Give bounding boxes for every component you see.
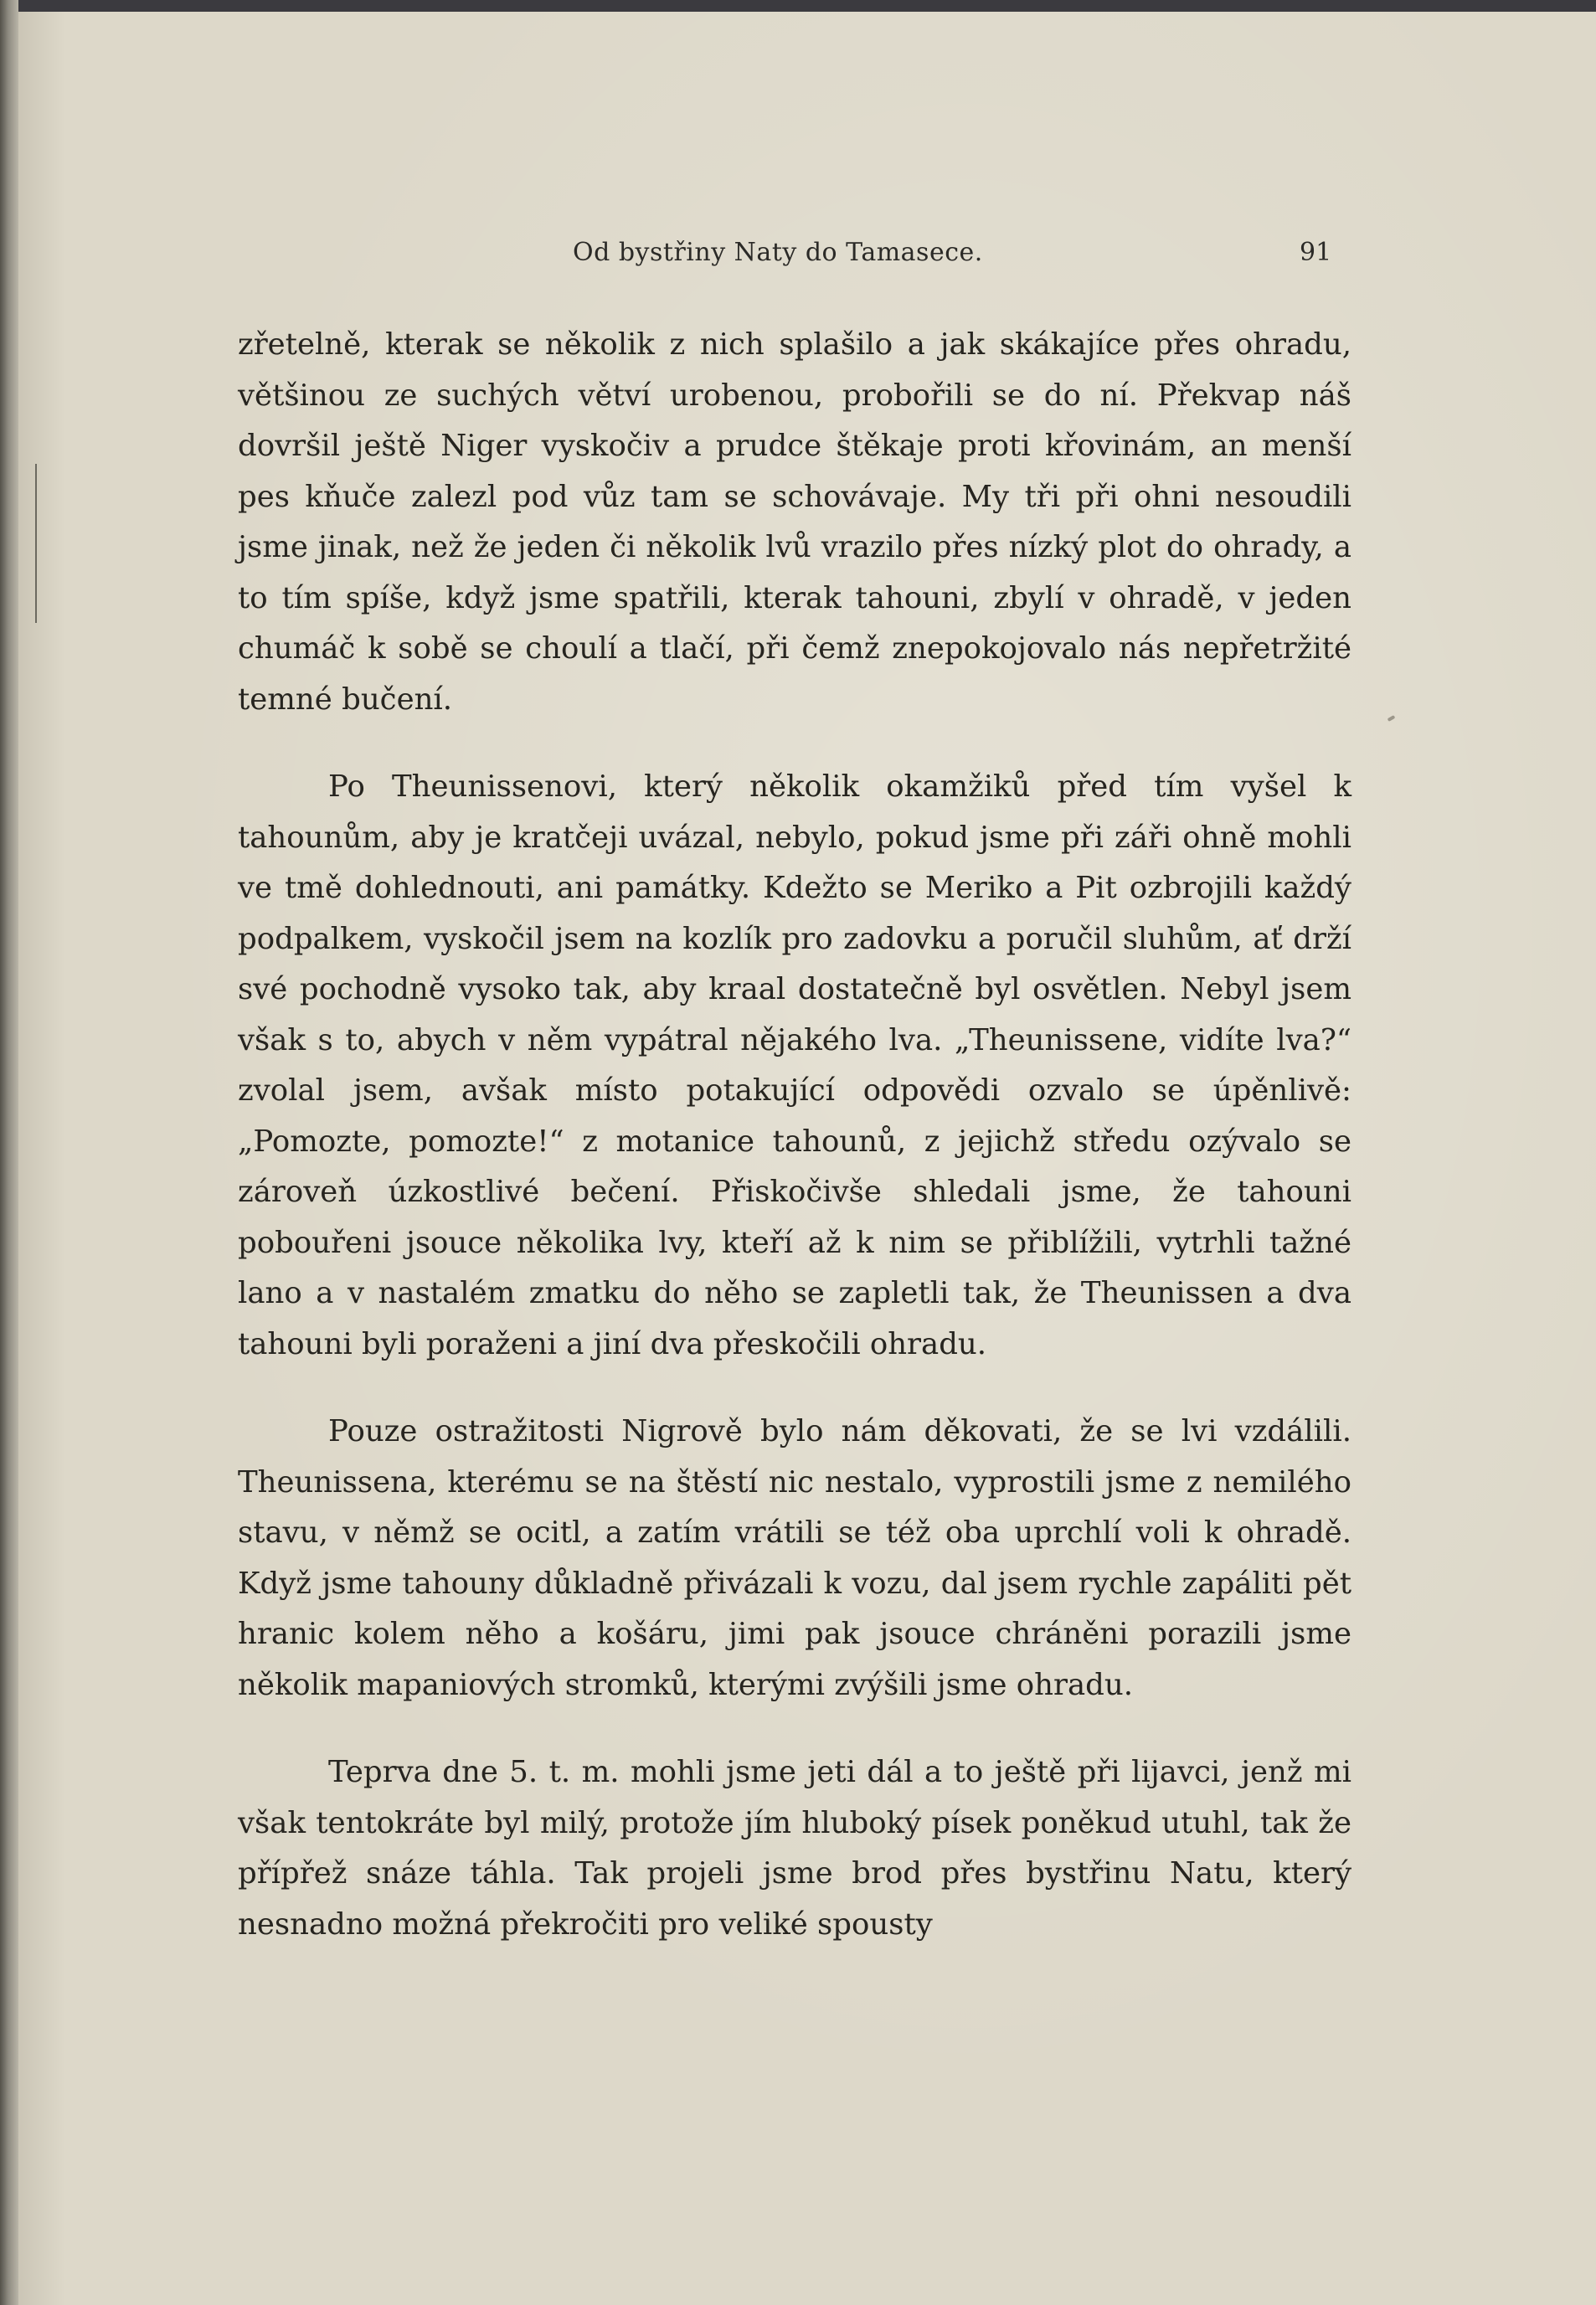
body-text xyxy=(238,320,1351,1987)
running-title: Od bystřiny Naty do Tamasece. xyxy=(573,238,983,267)
page-header xyxy=(18,238,1596,276)
scan-top-band xyxy=(0,0,1596,12)
gutter-mark xyxy=(35,464,37,623)
paper-speck xyxy=(1387,715,1396,722)
book-spine-edge xyxy=(0,0,18,2305)
paragraph: Pouze ostražitosti Nigrově bylo nám děkovati, že se lvi vzdálili. Theunissena, kterému se na štěstí nic nestalo, vyprostili jsme z nemilého stavu, v němž se ocitl, a zatím vrátili se též oba uprchlí voli k ohradě. Když jsme tahouny důkladně přivázali k vozu, dal jsem rychle zapáliti pět hranic kolem něho a košáru, jimi pak jsouce chráněni porazili jsme několik mapaniových stromků, kterými zvýšili jsme ohradu. xyxy=(238,1414,1351,1702)
page-number: 91 xyxy=(1300,238,1332,267)
paragraph: Po Theunissenovi, který několik okamžiků před tím vyšel k tahounům, aby je kratčeji uvázal, nebylo, pokud jsme při záři ohně mohli ve tmě dohlednouti, ani památky. Kdežto se Meriko a Pit ozbrojili každý podpalkem, vyskočil jsem na kozlík pro zadovku a poručil sluhům, ať drží své pochodně vysoko tak, aby kraal dostatečně byl osvětlen. Nebyl jsem však s to, abych v něm vypátral nějakého lva. „Theunissene, vidíte lva?“ zvolal jsem, avšak místo potakující odpovědi ozvalo se úpěnlivě: „Pomozte, pomozte!“ z motanice tahounů, z jejichž středu ozývalo se zároveň úzkostlivé bečení. Přiskočivše shledali jsme, že tahouni pobouřeni jsouce několika lvy, kteří až k nim se přiblížili, vytrhli tažné lano a v nastalém zmatku do něho se zapletli tak, že Theunissen a dva tahouni byli poraženi a jiní dva přeskočili ohradu. xyxy=(238,769,1351,1361)
paragraph: Teprva dne 5. t. m. mohli jsme jeti dál a to ještě při lijavci, jenž mi však tentokráte byl milý, protože jím hluboký písek poněkud utuhl, tak že přípřež snáze táhla. Tak projeli jsme brod přes bystřinu Natu, který nesnadno možná překročiti pro veliké spousty xyxy=(238,1755,1351,1942)
book-page xyxy=(18,12,1596,2305)
paragraph-continued: zřetelně, kterak se několik z nich splašilo a jak skákajíce přes ohradu, většinou ze suchých větví urobenou, probořili se do ní. Překvap náš dovršil ještě Niger vyskočiv a prudce štěkaje proti křovinám, an menší pes kňuče zalezl pod vůz tam se schovávaje. My tři při ohni nesoudili jsme jinak, než že jeden či několik lvů vrazilo přes nízký plot do ohrady, a to tím spíše, když jsme spatřili, kterak tahouni, zbylí v ohradě, v jeden chumáč k sobě se choulí a tlačí, při čemž znepokojovalo nás nepřetržité temné bučení. xyxy=(238,327,1351,717)
